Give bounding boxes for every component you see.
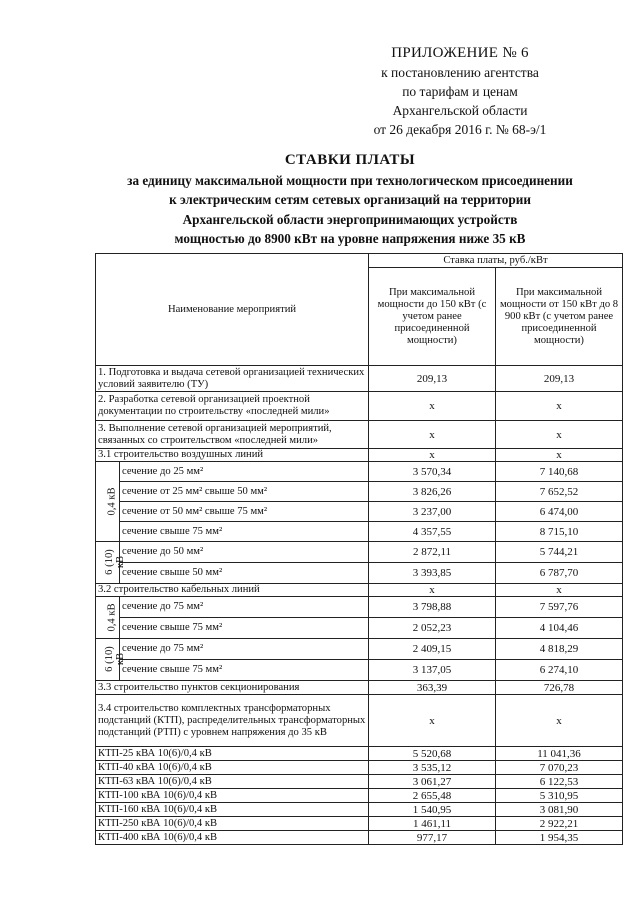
voltage-text: 0,4 кВ — [106, 486, 118, 516]
header-col-150-to-8900: При максимальной мощности от 150 кВт до 8 900 кВт (с учетом ранее присоединенной мощности) — [496, 268, 623, 366]
ktp-value-1: 1 461,11 — [369, 817, 496, 831]
row-value-2: 726,78 — [496, 681, 623, 695]
voltage-label-6-10 — [96, 639, 126, 681]
ktp-label: КТП-160 кВА 10(6)/0,4 кВ — [96, 803, 369, 817]
row-value-1: 363,39 — [369, 681, 496, 695]
row-label: 3.3 строительство пунктов секционирования — [96, 681, 369, 695]
section-label: сечение до 75 мм² — [120, 639, 369, 660]
section-value-1: 2 052,23 — [369, 618, 496, 639]
ktp-label: КТП-63 кВА 10(6)/0,4 кВ — [96, 775, 369, 789]
row-value-2: х — [496, 392, 623, 421]
voltage-text: 0,4 кВ — [106, 602, 118, 632]
ktp-label: КТП-400 кВА 10(6)/0,4 кВ — [96, 831, 369, 845]
row-label: 2. Разработка сетевой организацией проектной документации по строительству «последней мили» — [96, 392, 369, 421]
appendix-title: ПРИЛОЖЕНИЕ № 6 — [391, 45, 529, 61]
appendix-date-line: от 26 декабря 2016 г. № 68-э/1 — [373, 122, 547, 137]
ktp-row — [96, 803, 623, 817]
voltage-label-0-4 — [96, 462, 120, 542]
header-rate-group: Ставка платы, руб./кВт — [369, 254, 623, 268]
voltage-label-6-10 — [96, 542, 126, 584]
row-label: 3.1 строительство воздушных линий — [96, 449, 369, 462]
row-value-2: х — [496, 449, 623, 462]
ktp-row — [96, 775, 623, 789]
ktp-value-2: 3 081,90 — [496, 803, 623, 817]
section-value-2: 6 474,00 — [496, 502, 623, 522]
section-value-1: 2 872,11 — [369, 542, 496, 563]
section-value-2: 6 787,70 — [496, 563, 623, 584]
ktp-label: КТП-100 кВА 10(6)/0,4 кВ — [96, 789, 369, 803]
section-value-1: 3 393,85 — [369, 563, 496, 584]
ktp-label: КТП-250 кВА 10(6)/0,4 кВ — [96, 817, 369, 831]
title-line: к электрическим сетям сетевых организаций на территории — [169, 192, 531, 207]
section-label: сечение до 75 мм² — [120, 597, 369, 618]
section-label: сечение от 25 мм² свыше 50 мм² — [120, 482, 369, 502]
row-value-1: х — [369, 392, 496, 421]
appendix-line: по тарифам и ценам — [402, 84, 518, 99]
row-value-1: х — [369, 695, 496, 747]
document-title — [100, 151, 600, 249]
row-label: 3.4 строительство комплектных трансформаторных подстанций (КТП), распределительных трансформаторных подстанций (РТП) с уровнем напряжения до 35 кВ — [96, 695, 369, 747]
ktp-row — [96, 817, 623, 831]
section-value-2: 8 715,10 — [496, 522, 623, 542]
appendix-line: Архангельской области — [392, 103, 528, 118]
voltage-text: 6 (10) кВ — [104, 549, 126, 575]
row-value-2: х — [496, 421, 623, 449]
section-value-1: 4 357,55 — [369, 522, 496, 542]
section-value-2: 5 744,21 — [496, 542, 623, 563]
section-label: сечение до 25 мм² — [120, 462, 369, 482]
ktp-label: КТП-25 кВА 10(6)/0,4 кВ — [96, 747, 369, 761]
title-line: Архангельской области энергопринимающих устройств — [182, 211, 518, 227]
row-value-1: х — [369, 449, 496, 462]
section-value-2: 4 818,29 — [496, 639, 623, 660]
ktp-value-2: 6 122,53 — [496, 775, 623, 789]
section-label: сечение от 50 мм² свыше 75 мм² — [120, 502, 369, 522]
section-value-1: 3 137,05 — [369, 660, 496, 681]
section-value-1: 3 570,34 — [369, 462, 496, 482]
row-value-2: х — [496, 584, 623, 597]
voltage-label-0-4 — [96, 597, 120, 639]
ktp-value-1: 2 655,48 — [369, 789, 496, 803]
section-value-2: 4 104,46 — [496, 618, 623, 639]
appendix-line: к постановлению агентства — [381, 65, 539, 80]
title-line: мощностью до 8900 кВт на уровне напряжения ниже 35 кВ — [174, 231, 526, 246]
section-value-2: 6 274,10 — [496, 660, 623, 681]
ktp-value-2: 1 954,35 — [496, 831, 623, 845]
ktp-row — [96, 789, 623, 803]
ktp-row — [96, 761, 623, 775]
ktp-value-1: 977,17 — [369, 831, 496, 845]
rates-table — [95, 253, 623, 845]
ktp-row — [96, 831, 623, 845]
section-value-2: 7 597,76 — [496, 597, 623, 618]
ktp-value-2: 11 041,36 — [496, 747, 623, 761]
section-value-1: 3 798,88 — [369, 597, 496, 618]
ktp-value-1: 1 540,95 — [369, 803, 496, 817]
ktp-value-1: 5 520,68 — [369, 747, 496, 761]
ktp-value-2: 2 922,21 — [496, 817, 623, 831]
row-value-1: х — [369, 421, 496, 449]
section-label: сечение свыше 75 мм² — [120, 522, 369, 542]
header-name-cell: Наименование мероприятий — [96, 254, 369, 366]
ktp-value-1: 3 061,27 — [369, 775, 496, 789]
ktp-value-1: 3 535,12 — [369, 761, 496, 775]
appendix-block — [340, 44, 580, 139]
row-value-2: х — [496, 695, 623, 747]
section-value-2: 7 140,68 — [496, 462, 623, 482]
title-heading: СТАВКИ ПЛАТЫ — [284, 152, 416, 168]
title-line: за единицу максимальной мощности при технологическом присоединении — [127, 172, 573, 188]
section-value-2: 7 652,52 — [496, 482, 623, 502]
header-col-up-to-150: При максимальной мощности до 150 кВт (с учетом ранее присоединенной мощности) — [369, 268, 496, 366]
ktp-value-2: 7 070,23 — [496, 761, 623, 775]
ktp-row — [96, 747, 623, 761]
section-label: сечение свыше 75 мм² — [120, 618, 369, 639]
section-label: сечение свыше 75 мм² — [120, 660, 369, 681]
section-label: сечение свыше 50 мм² — [120, 563, 369, 584]
row-label: 1. Подготовка и выдача сетевой организацией технических условий заявителю (ТУ) — [96, 366, 369, 392]
row-label: 3.2 строительство кабельных линий — [96, 584, 369, 597]
ktp-label: КТП-40 кВА 10(6)/0,4 кВ — [96, 761, 369, 775]
voltage-text: 6 (10) кВ — [104, 646, 126, 672]
section-value-1: 3 237,00 — [369, 502, 496, 522]
row-value-1: 209,13 — [369, 366, 496, 392]
row-value-1: х — [369, 584, 496, 597]
ktp-value-2: 5 310,95 — [496, 789, 623, 803]
section-label: сечение до 50 мм² — [120, 542, 369, 563]
section-value-1: 3 826,26 — [369, 482, 496, 502]
section-value-1: 2 409,15 — [369, 639, 496, 660]
row-value-2: 209,13 — [496, 366, 623, 392]
row-label: 3. Выполнение сетевой организацией мероприятий, связанных со строительством «последней мили» — [96, 421, 369, 449]
